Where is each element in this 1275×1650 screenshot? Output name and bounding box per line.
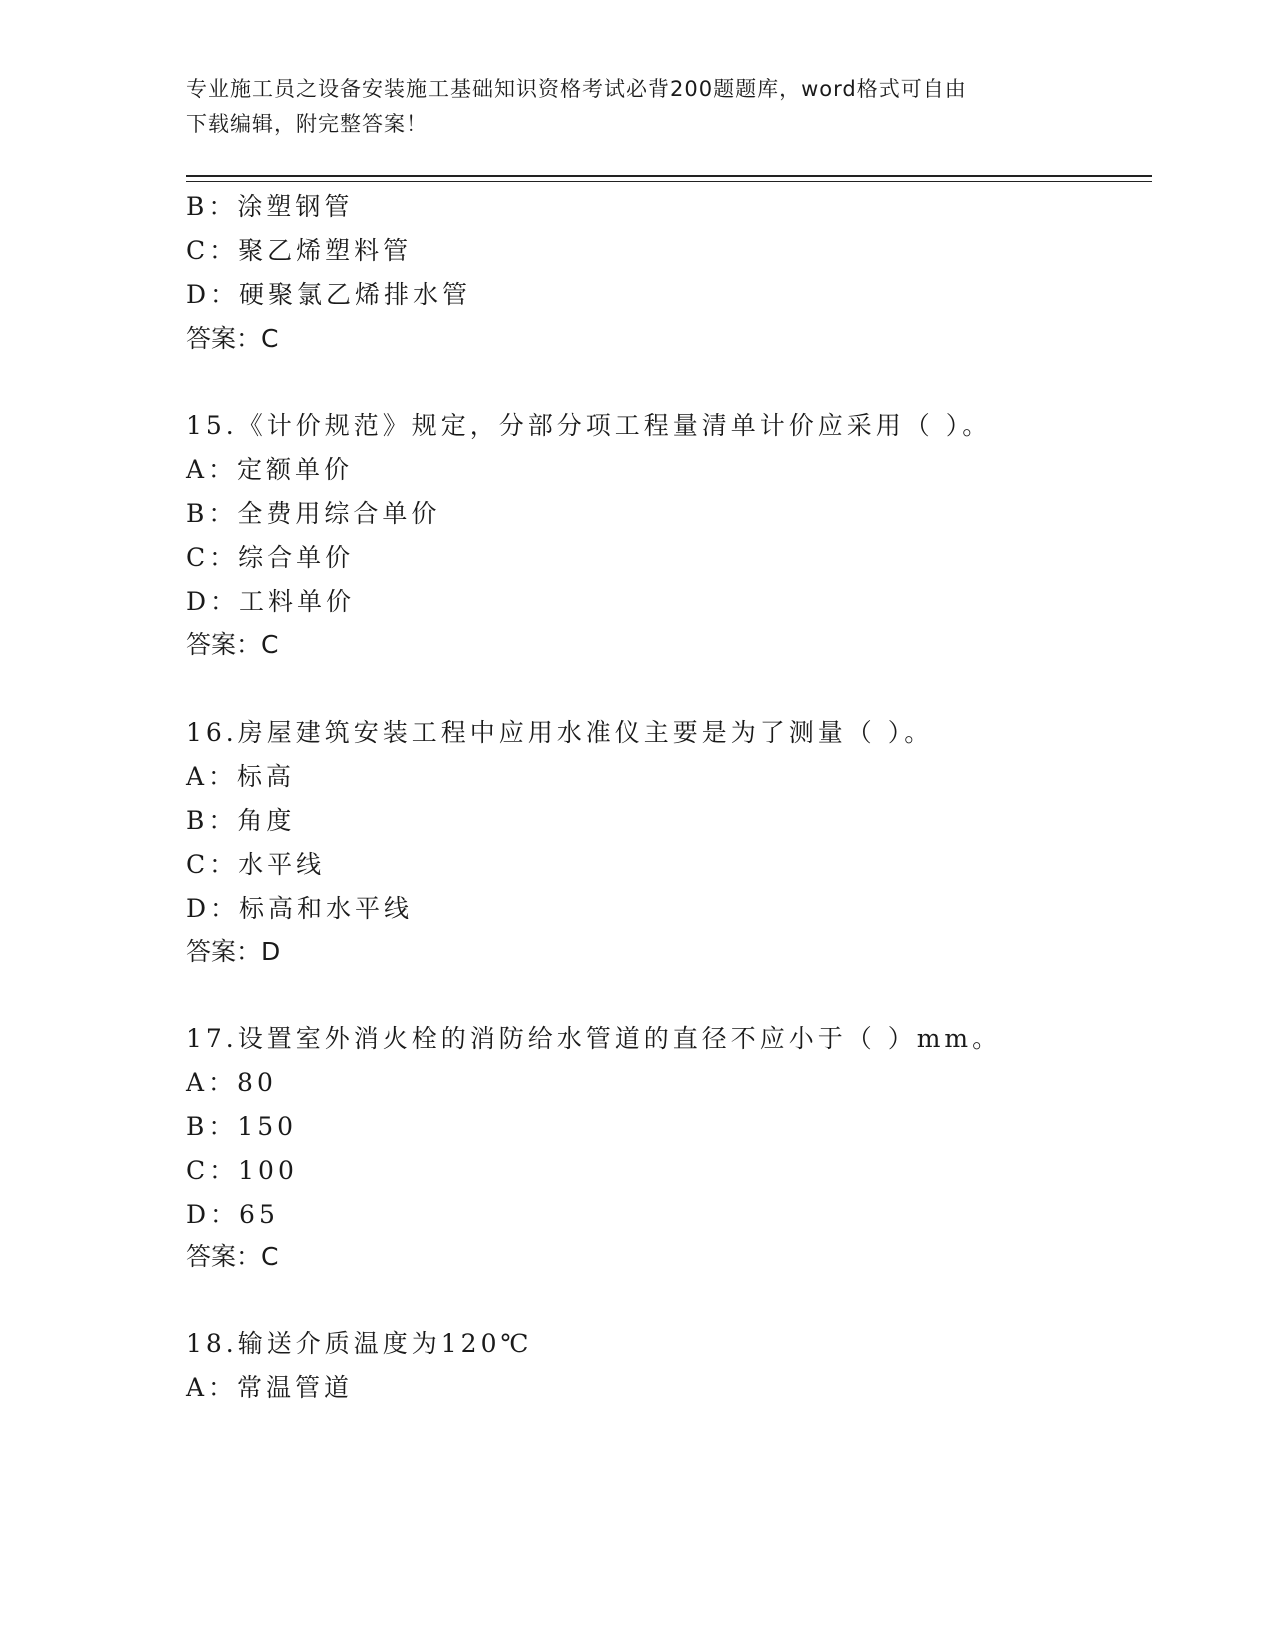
q18-option-a: A：常温管道 xyxy=(186,1373,354,1402)
q18-stem: 18.输送介质温度为120℃ xyxy=(186,1329,533,1358)
q17-answer: 答案：C xyxy=(186,1242,279,1271)
q15-option-d: D：工料单价 xyxy=(186,587,356,616)
q16-answer: 答案：D xyxy=(186,937,281,966)
prev-option-d: D：硬聚氯乙烯排水管 xyxy=(186,280,472,309)
q16-option-b: B：角度 xyxy=(186,806,296,835)
header-divider-thin xyxy=(186,181,1152,182)
q16-option-c: C：水平线 xyxy=(186,850,326,879)
prev-option-c: C：聚乙烯塑料管 xyxy=(186,236,413,265)
q15-answer: 答案：C xyxy=(186,630,279,659)
document-header xyxy=(186,72,1086,142)
header-line-2: 下载编辑，附完整答案！ xyxy=(186,112,428,136)
q15-option-b: B：全费用综合单价 xyxy=(186,499,441,528)
q15-option-a: A：定额单价 xyxy=(186,455,354,484)
q16-option-a: A：标高 xyxy=(186,762,296,791)
q16-stem: 16.房屋建筑安装工程中应用水准仪主要是为了测量（ ）。 xyxy=(186,718,934,747)
header-divider-thick xyxy=(186,175,1152,177)
q15-stem: 15.《计价规范》规定，分部分项工程量清单计价应采用（ ）。 xyxy=(186,411,992,440)
q17-option-b: B：150 xyxy=(186,1112,298,1141)
prev-option-b: B：涂塑钢管 xyxy=(186,192,354,221)
prev-answer: 答案：C xyxy=(186,324,279,353)
q16-option-d: D：标高和水平线 xyxy=(186,894,414,923)
q15-option-c: C：综合单价 xyxy=(186,543,355,572)
q17-option-a: A：80 xyxy=(186,1068,277,1097)
q17-stem: 17.设置室外消火栓的消防给水管道的直径不应小于（ ）mm。 xyxy=(186,1024,1002,1053)
header-line-1: 专业施工员之设备安装施工基础知识资格考试必背200题题库，word格式可自由 xyxy=(186,77,967,101)
q17-option-c: C：100 xyxy=(186,1156,298,1185)
q17-option-d: D：65 xyxy=(186,1200,279,1229)
